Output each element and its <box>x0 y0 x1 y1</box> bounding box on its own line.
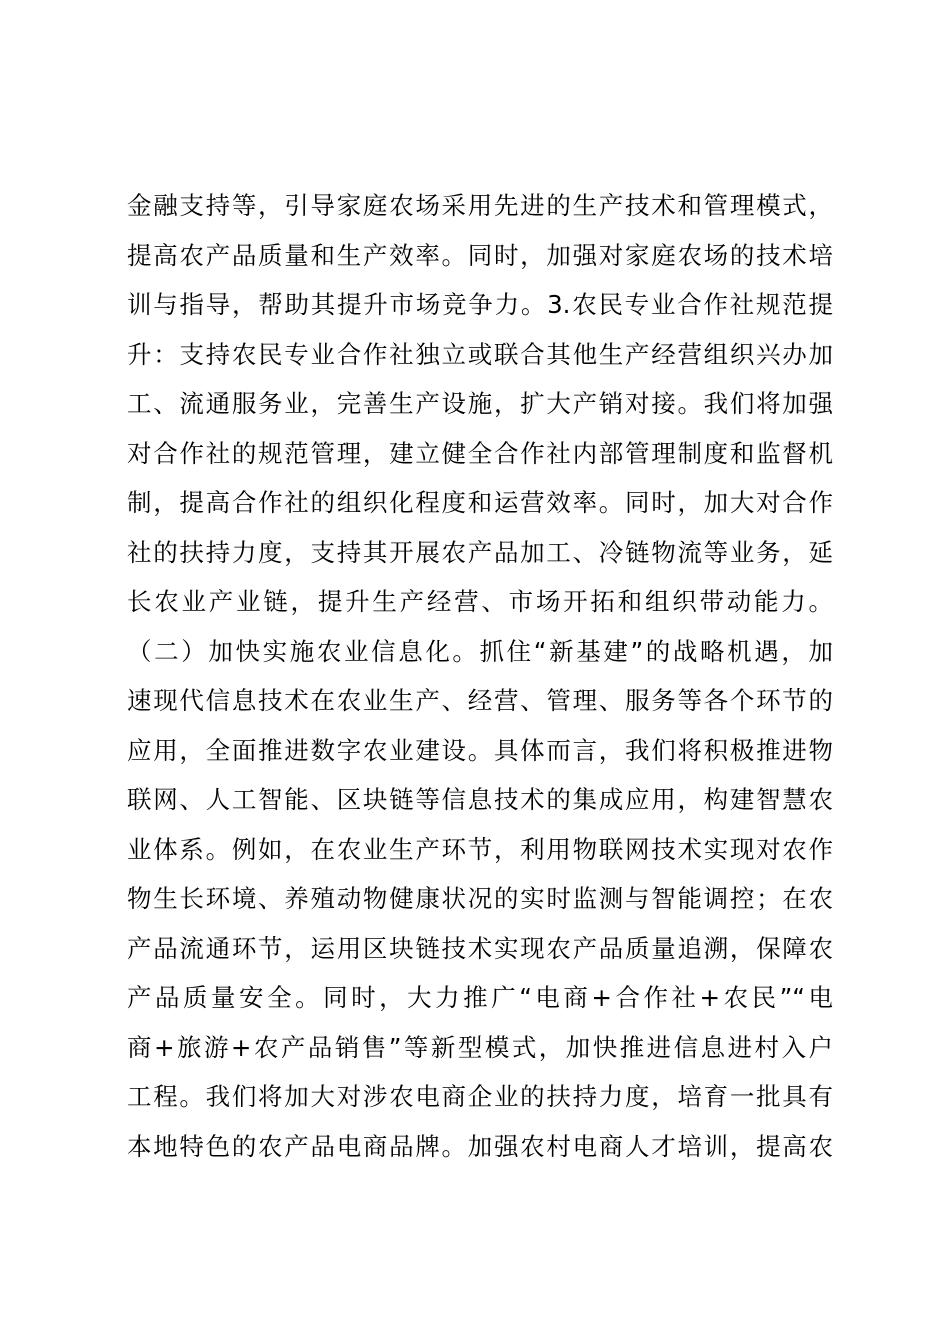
text-line: （二）加快实施农业信息化。抓住“新基建”的战略机遇，加 <box>127 636 833 666</box>
text-line: 工程。我们将加大对涉农电商企业的扶持力度，培育一批具有 <box>127 1082 833 1111</box>
text-line: 产品质量安全。同时，大力推广“电商+合作社+农民”“电 <box>127 983 833 1012</box>
text-line: 长农业产业链，提升生产经营、市场开拓和组织带动能力。 <box>127 587 833 616</box>
text-line: 提高农产品质量和生产效率。同时，加强对家庭农场的技术培 <box>127 240 833 270</box>
text-line: 训与指导，帮助其提升市场竞争力。3.农民专业合作社规范提 <box>127 290 833 319</box>
text-line: 升：支持农民专业合作社独立或联合其他生产经营组织兴办加 <box>127 339 833 369</box>
text-line: 应用，全面推进数字农业建设。具体而言，我们将积极推进物 <box>127 735 833 765</box>
text-line: 商+旅游+农产品销售”等新型模式，加快推进信息进村入户 <box>127 1032 833 1062</box>
text-line: 工、流通服务业，完善生产设施，扩大产销对接。我们将加强 <box>127 389 833 418</box>
text-line: 业体系。例如，在农业生产环节，利用物联网技术实现对农作 <box>127 834 833 864</box>
text-line: 对合作社的规范管理，建立健全合作社内部管理制度和监督机 <box>127 438 833 468</box>
text-line: 产品流通环节，运用区块链技术实现农产品质量追溯，保障农 <box>127 933 833 963</box>
text-line: 金融支持等，引导家庭农场采用先进的生产技术和管理模式， <box>127 191 833 220</box>
text-line: 联网、人工智能、区块链等信息技术的集成应用，构建智慧农 <box>127 785 833 814</box>
text-line: 速现代信息技术在农业生产、经营、管理、服务等各个环节的 <box>127 686 833 715</box>
text-line: 社的扶持力度，支持其开展农产品加工、冷链物流等业务，延 <box>127 537 833 567</box>
body-text <box>127 181 833 1171</box>
text-line: 物生长环境、养殖动物健康状况的实时监测与智能调控；在农 <box>127 884 833 913</box>
text-line: 本地特色的农产品电商品牌。加强农村电商人才培训，提高农 <box>127 1131 833 1161</box>
text-line: 制，提高合作社的组织化程度和运营效率。同时，加大对合作 <box>127 488 833 517</box>
